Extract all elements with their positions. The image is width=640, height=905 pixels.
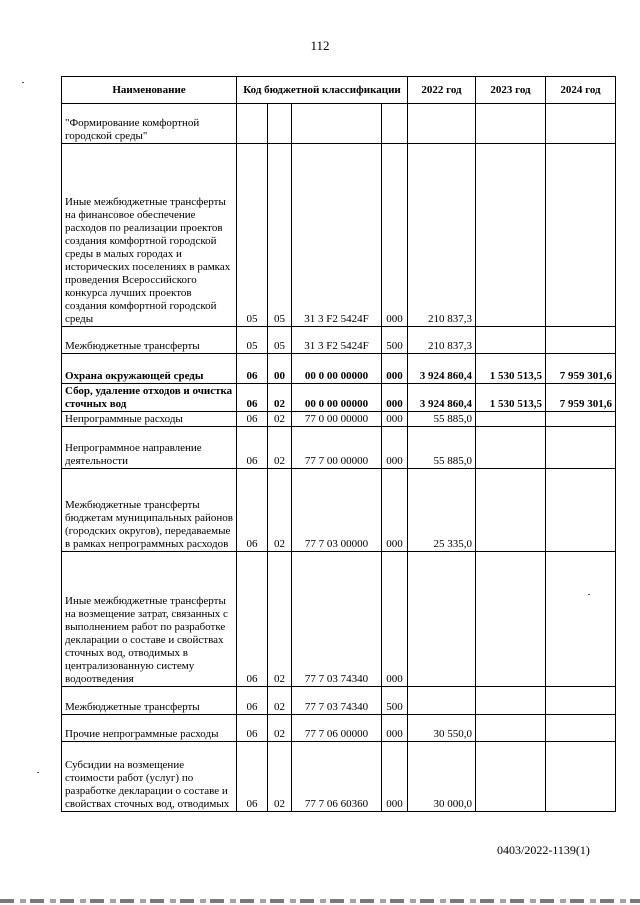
cell-c1: 06	[237, 412, 268, 427]
cell-c3: 77 7 06 00000	[292, 715, 382, 742]
cell-name: Иные межбюджетные трансферты на финансовое обеспечение расходов по реализации проектов создания комфортной городской среды в малых городах и исторических поселениях в рамках проведения Всероссийского конкурса лучших проектов создания комфортной городской среды	[62, 144, 237, 327]
cell-y2022: 3 924 860,4	[408, 384, 476, 412]
cell-c4: 000	[382, 715, 408, 742]
cell-y2023	[476, 469, 546, 552]
scan-speck	[588, 594, 590, 595]
table-row	[62, 687, 616, 715]
cell-c3: 00 0 00 00000	[292, 354, 382, 384]
cell-name: Прочие непрограммные расходы	[62, 715, 237, 742]
cell-y2023	[476, 742, 546, 812]
cell-name: Охрана окружающей среды	[62, 354, 237, 384]
table-row	[62, 427, 616, 469]
cell-y2022	[408, 104, 476, 144]
cell-c1: 05	[237, 327, 268, 354]
cell-c3: 77 7 03 74340	[292, 552, 382, 687]
cell-c2: 02	[268, 469, 292, 552]
scan-speck	[37, 772, 39, 773]
cell-c2: 05	[268, 327, 292, 354]
cell-y2024	[546, 104, 616, 144]
cell-name: Межбюджетные трансферты	[62, 687, 237, 715]
cell-y2022	[408, 552, 476, 687]
cell-name: "Формирование комфортной городской среды"	[62, 104, 237, 144]
page-number: 112	[310, 38, 330, 53]
cell-c2: 02	[268, 384, 292, 412]
table-row	[62, 327, 616, 354]
cell-c1: 05	[237, 144, 268, 327]
cell-c3	[292, 104, 382, 144]
cell-c2: 00	[268, 354, 292, 384]
cell-y2023	[476, 412, 546, 427]
cell-c4: 000	[382, 354, 408, 384]
cell-y2024	[546, 427, 616, 469]
cell-y2023	[476, 327, 546, 354]
cell-c2: 02	[268, 715, 292, 742]
cell-name: Непрограммные расходы	[62, 412, 237, 427]
cell-c4: 000	[382, 427, 408, 469]
table-row	[62, 715, 616, 742]
cell-y2024	[546, 715, 616, 742]
cell-name: Непрограммное направление деятельности	[62, 427, 237, 469]
cell-c3: 31 3 F2 5424F	[292, 144, 382, 327]
cell-y2024	[546, 469, 616, 552]
cell-c3: 77 7 00 00000	[292, 427, 382, 469]
cell-c1: 06	[237, 354, 268, 384]
cell-y2024	[546, 327, 616, 354]
cell-c4: 000	[382, 552, 408, 687]
cell-c4: 500	[382, 687, 408, 715]
cell-y2022: 55 885,0	[408, 412, 476, 427]
cell-y2022: 3 924 860,4	[408, 354, 476, 384]
cell-y2024: 7 959 301,6	[546, 354, 616, 384]
cell-c1: 06	[237, 687, 268, 715]
cell-name: Межбюджетные трансферты	[62, 327, 237, 354]
cell-y2023: 1 530 513,5	[476, 384, 546, 412]
cell-c4: 000	[382, 144, 408, 327]
cell-c3: 00 0 00 00000	[292, 384, 382, 412]
cell-c1: 06	[237, 384, 268, 412]
cell-c3: 77 0 00 00000	[292, 412, 382, 427]
table-row	[62, 144, 616, 327]
cell-y2023	[476, 104, 546, 144]
cell-c1	[237, 104, 268, 144]
cell-y2024	[546, 742, 616, 812]
cell-c3: 77 7 06 60360	[292, 742, 382, 812]
cell-y2023	[476, 427, 546, 469]
cell-name: Иные межбюджетные трансферты на возмещение затрат, связанных с выполнением работ по разработке декларации о составе и свойствах сточных вод, отводимых в централизованную систему водоотведения	[62, 552, 237, 687]
table-row	[62, 742, 616, 812]
header-code: Код бюджетной классификации	[237, 77, 408, 104]
cell-y2022: 30 000,0	[408, 742, 476, 812]
cell-y2022: 30 550,0	[408, 715, 476, 742]
cell-c2: 02	[268, 552, 292, 687]
header-2023: 2023 год	[476, 77, 546, 104]
header-2024: 2024 год	[546, 77, 616, 104]
cell-c3: 31 3 F2 5424F	[292, 327, 382, 354]
cell-y2024	[546, 552, 616, 687]
cell-y2022	[408, 687, 476, 715]
scan-speck	[22, 82, 24, 83]
cell-y2024	[546, 412, 616, 427]
cell-c4: 000	[382, 412, 408, 427]
cell-c1: 06	[237, 715, 268, 742]
cell-c2: 02	[268, 687, 292, 715]
table-row	[62, 552, 616, 687]
cell-y2022: 55 885,0	[408, 427, 476, 469]
cell-c4: 000	[382, 469, 408, 552]
cell-y2023	[476, 144, 546, 327]
cell-y2023	[476, 715, 546, 742]
cell-c4: 500	[382, 327, 408, 354]
table-body	[62, 104, 616, 812]
table-row	[62, 469, 616, 552]
cell-name: Межбюджетные трансферты бюджетам муниципальных районов (городских округов), передаваемые в рамках непрограммных расходов	[62, 469, 237, 552]
cell-c3: 77 7 03 74340	[292, 687, 382, 715]
table-row	[62, 384, 616, 412]
cell-y2022: 25 335,0	[408, 469, 476, 552]
cell-name: Субсидии на возмещение стоимости работ (услуг) по разработке декларации о составе и свойствах сточных вод, отводимых	[62, 742, 237, 812]
cell-y2023	[476, 687, 546, 715]
cell-c4: 000	[382, 742, 408, 812]
cell-y2024	[546, 144, 616, 327]
cell-c1: 06	[237, 552, 268, 687]
cell-y2022: 210 837,3	[408, 144, 476, 327]
cell-c2: 05	[268, 144, 292, 327]
cell-c2: 02	[268, 742, 292, 812]
table-header-row	[62, 77, 616, 104]
cell-c1: 06	[237, 427, 268, 469]
cell-y2024	[546, 687, 616, 715]
cell-y2023	[476, 552, 546, 687]
cell-c1: 06	[237, 742, 268, 812]
cell-c2	[268, 104, 292, 144]
table-row	[62, 354, 616, 384]
scan-edge-artifact	[0, 899, 640, 903]
table-row	[62, 104, 616, 144]
cell-c2: 02	[268, 427, 292, 469]
cell-c3: 77 7 03 00000	[292, 469, 382, 552]
cell-y2022: 210 837,3	[408, 327, 476, 354]
budget-table	[61, 76, 616, 812]
header-name: Наименование	[62, 77, 237, 104]
cell-c4: 000	[382, 384, 408, 412]
header-2022: 2022 год	[408, 77, 476, 104]
cell-c2: 02	[268, 412, 292, 427]
cell-name: Сбор, удаление отходов и очистка сточных вод	[62, 384, 237, 412]
cell-c1: 06	[237, 469, 268, 552]
cell-y2024: 7 959 301,6	[546, 384, 616, 412]
cell-y2023: 1 530 513,5	[476, 354, 546, 384]
table-row	[62, 412, 616, 427]
document-code: 0403/2022-1139(1)	[497, 843, 590, 857]
cell-c4	[382, 104, 408, 144]
